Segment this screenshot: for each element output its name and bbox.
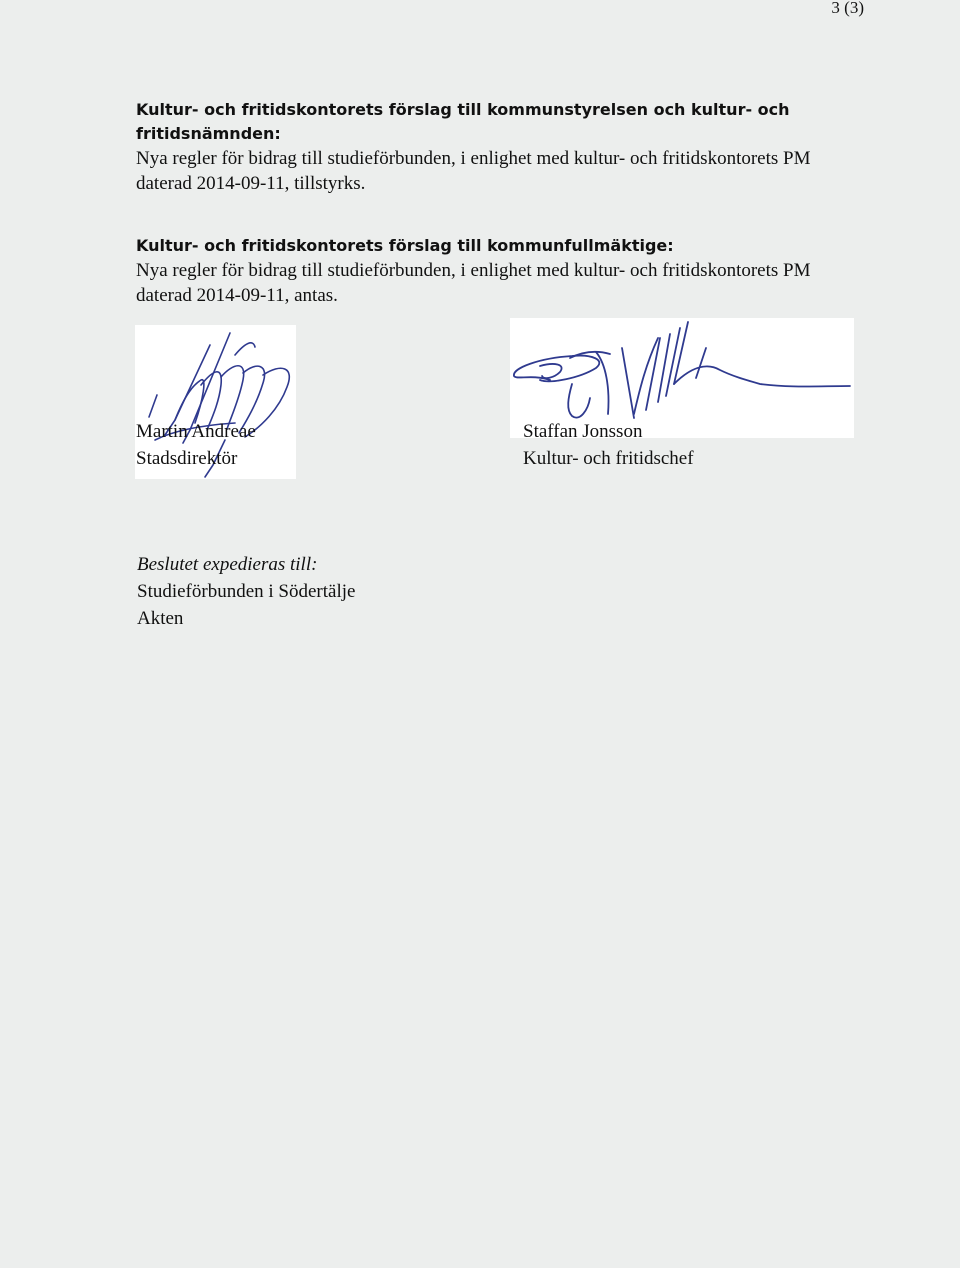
distribution-heading: Beslutet expedieras till: bbox=[137, 554, 318, 575]
signer-right bbox=[523, 418, 694, 472]
kf-proposal-heading: Kultur- och fritidskontorets förslag till kommunfullmäktige: bbox=[136, 236, 674, 255]
signer-left-name: Martin Andreae bbox=[136, 421, 256, 442]
distribution-recipient: Akten bbox=[137, 608, 184, 629]
distribution-recipient: Studieförbunden i Södertälje bbox=[137, 581, 356, 602]
distribution-list bbox=[137, 551, 355, 632]
ks-proposal-text: Nya regler för bidrag till studieförbunden, i enlighet med kultur- och fritidskontorets PM daterad 2014-09-11, tillstyrks. bbox=[136, 148, 811, 194]
ks-proposal-section bbox=[136, 98, 836, 196]
kf-proposal-section bbox=[136, 234, 856, 308]
signer-right-name: Staffan Jonsson bbox=[523, 421, 643, 442]
page-number: 3 (3) bbox=[831, 0, 864, 17]
ks-proposal-heading: Kultur- och fritidskontorets förslag till kommunstyrelsen och kultur- och fritidsnämnden: bbox=[136, 100, 790, 143]
kf-proposal-text: Nya regler för bidrag till studieförbunden, i enlighet med kultur- och fritidskontorets PM daterad 2014-09-11, antas. bbox=[136, 260, 811, 306]
signer-left-title: Stadsdirektör bbox=[136, 448, 238, 469]
signer-right-title: Kultur- och fritidschef bbox=[523, 448, 694, 469]
signer-left bbox=[136, 418, 256, 472]
